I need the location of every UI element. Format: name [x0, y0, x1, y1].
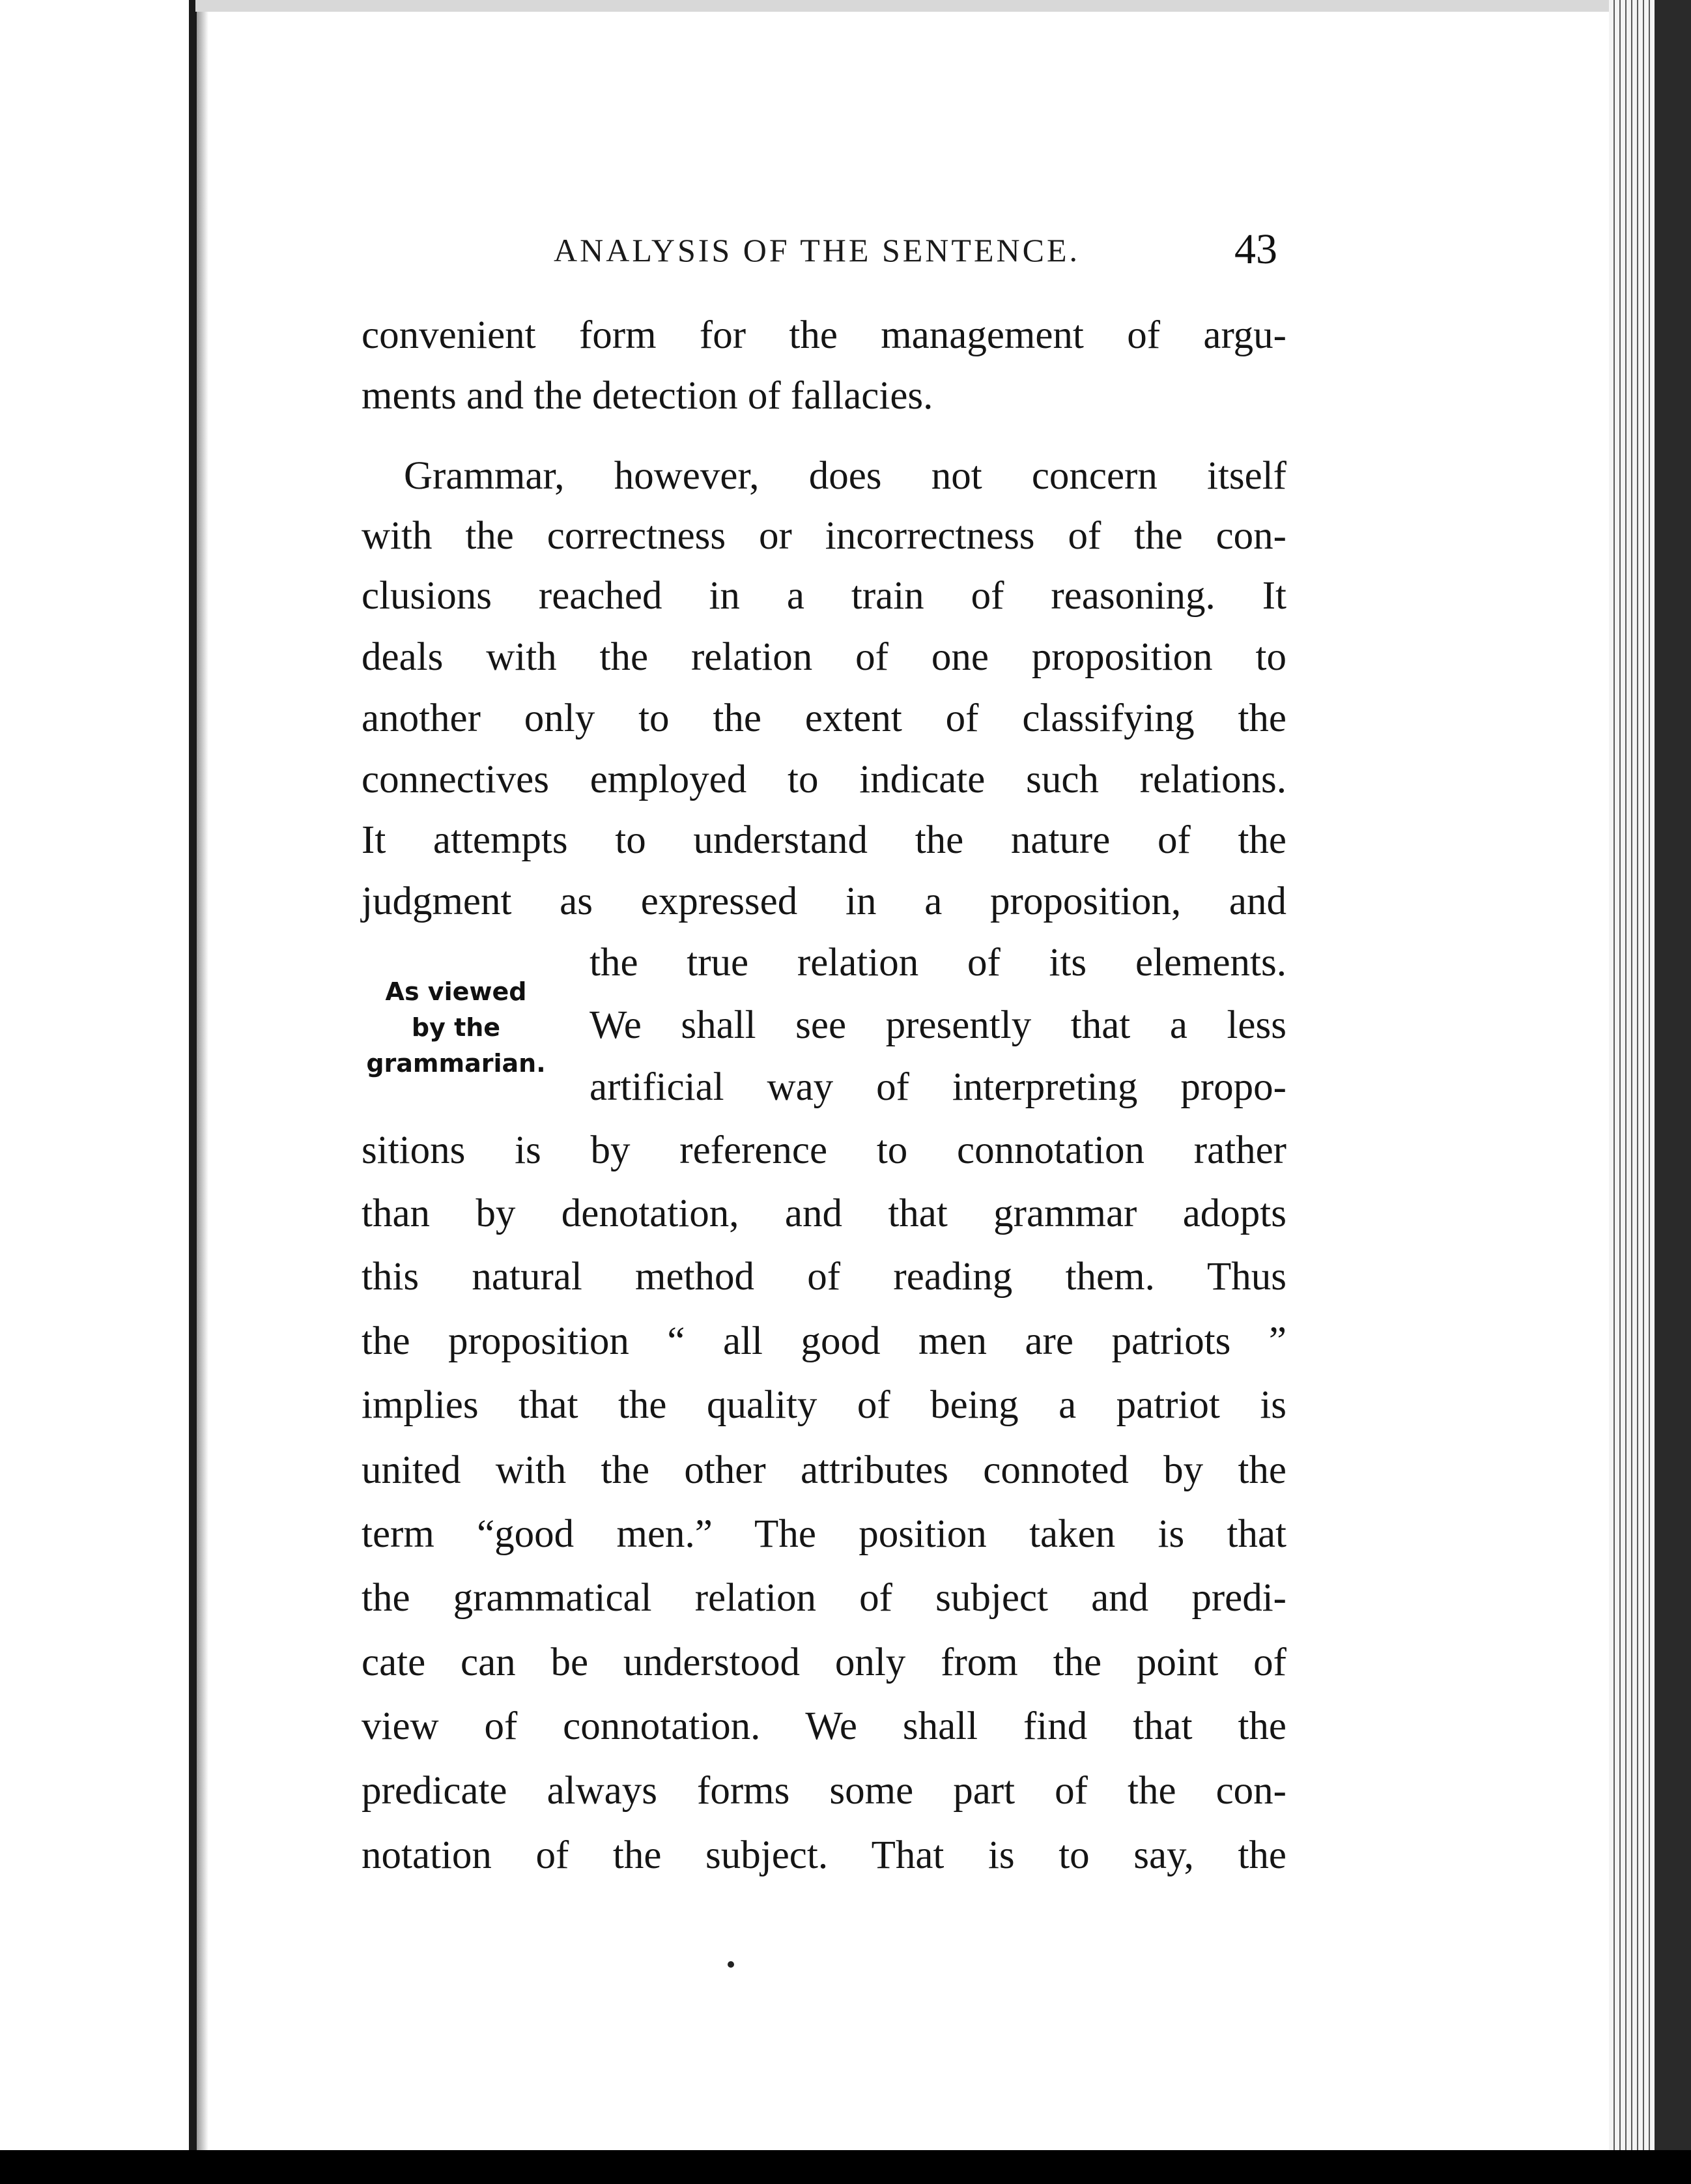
page-number: 43: [1234, 225, 1277, 273]
text-line: convenient form for the management of argu-: [362, 313, 1286, 357]
text-line: notation of the subject. That is to say, the: [362, 1833, 1286, 1877]
ink-speck: [728, 1961, 734, 1968]
text-line: sitions is by reference to connotation rather: [362, 1128, 1286, 1172]
running-head: ANALYSIS OF THE SENTENCE.: [554, 232, 1080, 268]
text-line: united with the other attributes connoted by the: [362, 1448, 1286, 1492]
text-line: term “good men.” The position taken is that: [362, 1512, 1286, 1556]
text-line: judgment as expressed in a proposition, and: [362, 880, 1286, 923]
text-line: ments and the detection of fallacies.: [362, 374, 933, 418]
binding-shadow: [197, 0, 208, 2150]
sidenote-line: As viewed: [385, 977, 527, 1006]
top-page-edge: [195, 0, 1628, 12]
text-line: with the correctness or incorrectness of the con-: [362, 514, 1286, 558]
text-line: than by denotation, and that grammar adopts: [362, 1192, 1286, 1235]
text-line: the proposition “ all good men are patriots ”: [362, 1319, 1286, 1363]
text-line: another only to the extent of classifying the: [362, 697, 1286, 740]
left-page-margin: [0, 0, 195, 2150]
text-line: implies that the quality of being a patriot is: [362, 1383, 1286, 1427]
text-line: It attempts to understand the nature of the: [362, 818, 1286, 862]
sidenote-line: by the: [411, 1013, 501, 1042]
book-cover-edge: [1655, 0, 1691, 2150]
text-line: artificial way of interpreting propo-: [590, 1065, 1286, 1109]
text-line: connectives employed to indicate such relations.: [362, 758, 1286, 801]
binding-fold: [189, 0, 197, 2150]
text-line: clusions reached in a train of reasoning. It: [362, 574, 1286, 618]
text-line: this natural method of reading them. Thus: [362, 1255, 1286, 1299]
text-line: the true relation of its elements.: [590, 941, 1286, 984]
text-line: Grammar, however, does not concern itself: [404, 454, 1286, 498]
scan-bottom-border: [0, 2150, 1691, 2184]
text-line: the grammatical relation of subject and predi-: [362, 1576, 1286, 1620]
text-line: view of connotation. We shall find that the: [362, 1704, 1286, 1748]
text-line: deals with the relation of one proposition to: [362, 635, 1286, 679]
text-line: We shall see presently that a less: [590, 1003, 1286, 1047]
text-line: predicate always forms some part of the con-: [362, 1769, 1286, 1813]
sidenote-line: grammarian.: [366, 1049, 546, 1078]
text-line: cate can be understood only from the point of: [362, 1641, 1286, 1684]
